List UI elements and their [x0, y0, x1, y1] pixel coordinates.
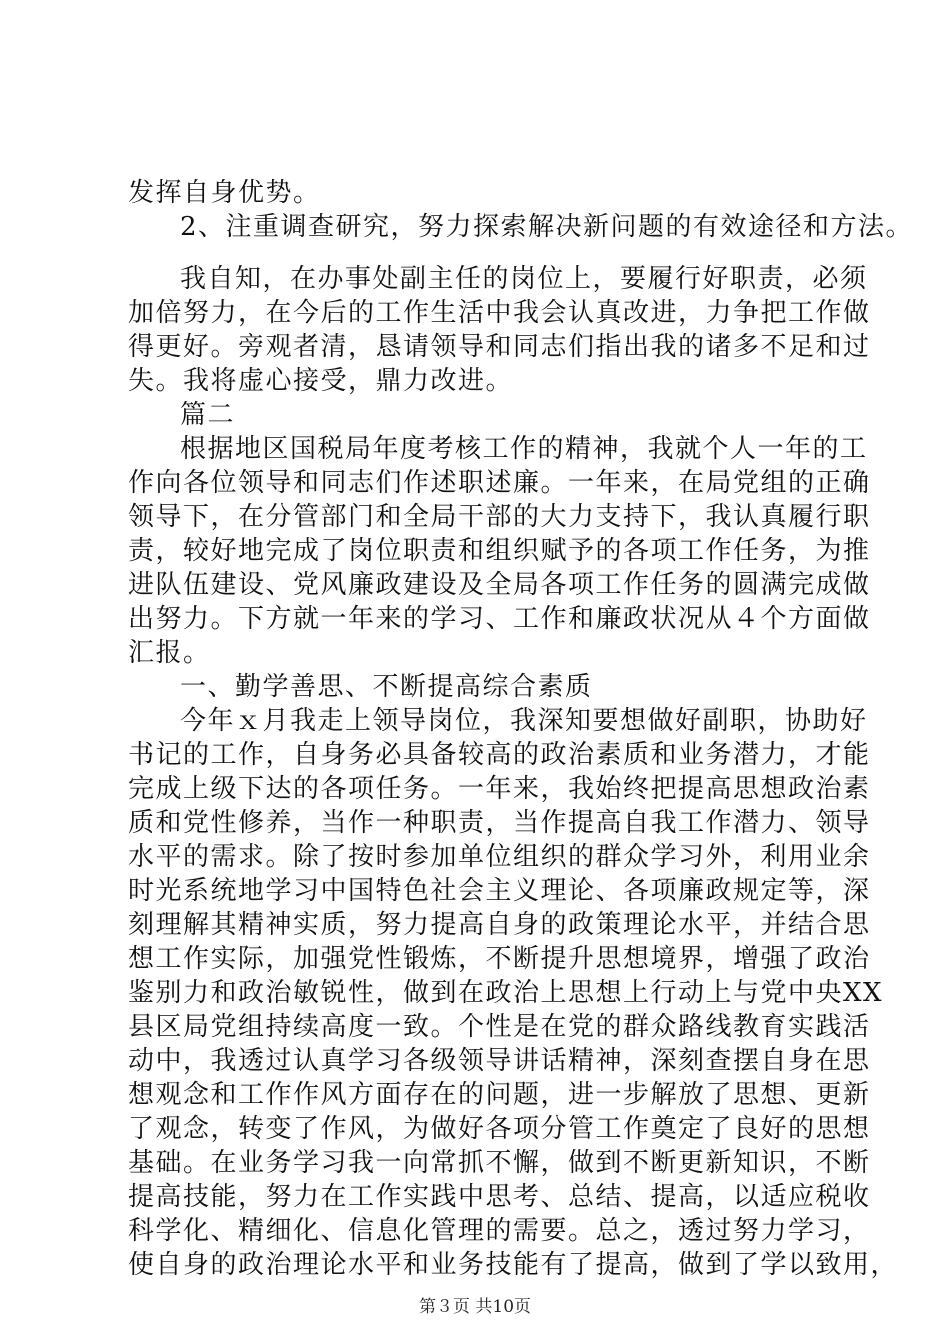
text-line: 今年ｘ月我走上领导岗位，我深知要想做好副职，协助好: [180, 706, 868, 736]
text-line: 基础。在业务学习我一向常抓不懈，做到不断更新知识，不断: [128, 1148, 871, 1178]
text-line: 发挥自身优势。: [128, 178, 321, 208]
text-line: 科学化、精细化、信息化管理的需要。总之，透过努力学习，: [128, 1216, 871, 1246]
text-line: 得更好。旁观者清，恳请领导和同志们指出我的诸多不足和过: [128, 332, 871, 362]
text-line: 2、注重调查研究，努力探索解决新问题的有效途径和方法。: [180, 212, 914, 242]
text-line: 想工作实际，加强党性锻炼，不断提升思想境界，增强了政治: [128, 944, 871, 974]
text-line: 完成上级下达的各项任务。一年来，我始终把提高思想政治素: [128, 774, 871, 804]
text-line: 了观念，转变了作风，为做好各项分管工作奠定了良好的思想: [128, 1114, 871, 1144]
text-line: 使自身的政治理论水平和业务技能有了提高，做到了学以致用，: [128, 1250, 899, 1280]
text-line: 想观念和工作作风方面存在的问题，进一步解放了思想、更新: [128, 1080, 871, 1110]
text-line: 水平的需求。除了按时参加单位组织的群众学习外，利用业余: [128, 842, 871, 872]
text-line: 根据地区国税局年度考核工作的精神，我就个人一年的工: [180, 434, 868, 464]
section-heading: 一、勤学善思、不断提高综合素质: [180, 672, 593, 702]
text-line: 责，较好地完成了岗位职责和组织赋予的各项工作任务，为推: [128, 536, 871, 566]
text-line: 提高技能，努力在工作实践中思考、总结、提高，以适应税收: [128, 1182, 871, 1212]
text-line: 书记的工作，自身务必具备较高的政治素质和业务潜力，才能: [128, 740, 871, 770]
text-line: 加倍努力，在今后的工作生活中我会认真改进，力争把工作做: [128, 298, 871, 328]
text-line: 作向各位领导和同志们作述职述廉。一年来，在局党组的正确: [128, 468, 871, 498]
text-line: 刻理解其精神实质，努力提高自身的政策理论水平，并结合思: [128, 910, 871, 940]
text-line: 失。我将虚心接受，鼎力改进。: [128, 366, 514, 396]
text-line: 鉴别力和政治敏锐性，做到在政治上思想上行动上与党中央XX: [128, 978, 884, 1008]
text-line: 出努力。下方就一年来的学习、工作和廉政状况从４个方面做: [128, 604, 871, 634]
text-line: 动中，我透过认真学习各级领导讲话精神，深刻查摆自身在思: [128, 1046, 871, 1076]
text-line: 进队伍建设、党风廉政建设及全局各项工作任务的圆满完成做: [128, 570, 871, 600]
section-heading: 篇二: [180, 400, 236, 430]
text-line: 汇报。: [128, 638, 211, 668]
page-number-footer: 第３页 共10页: [418, 1297, 532, 1317]
text-line: 我自知，在办事处副主任的岗位上，要履行好职责，必须: [180, 264, 868, 294]
text-line: 县区局党组持续高度一致。个性是在党的群众路线教育实践活: [128, 1012, 871, 1042]
text-line: 质和党性修养，当作一种职责，当作提高自我工作潜力、领导: [128, 808, 871, 838]
text-line: 时光系统地学习中国特色社会主义理论、各项廉政规定等，深: [128, 876, 871, 906]
text-line: 领导下，在分管部门和全局干部的大力支持下，我认真履行职: [128, 502, 871, 532]
